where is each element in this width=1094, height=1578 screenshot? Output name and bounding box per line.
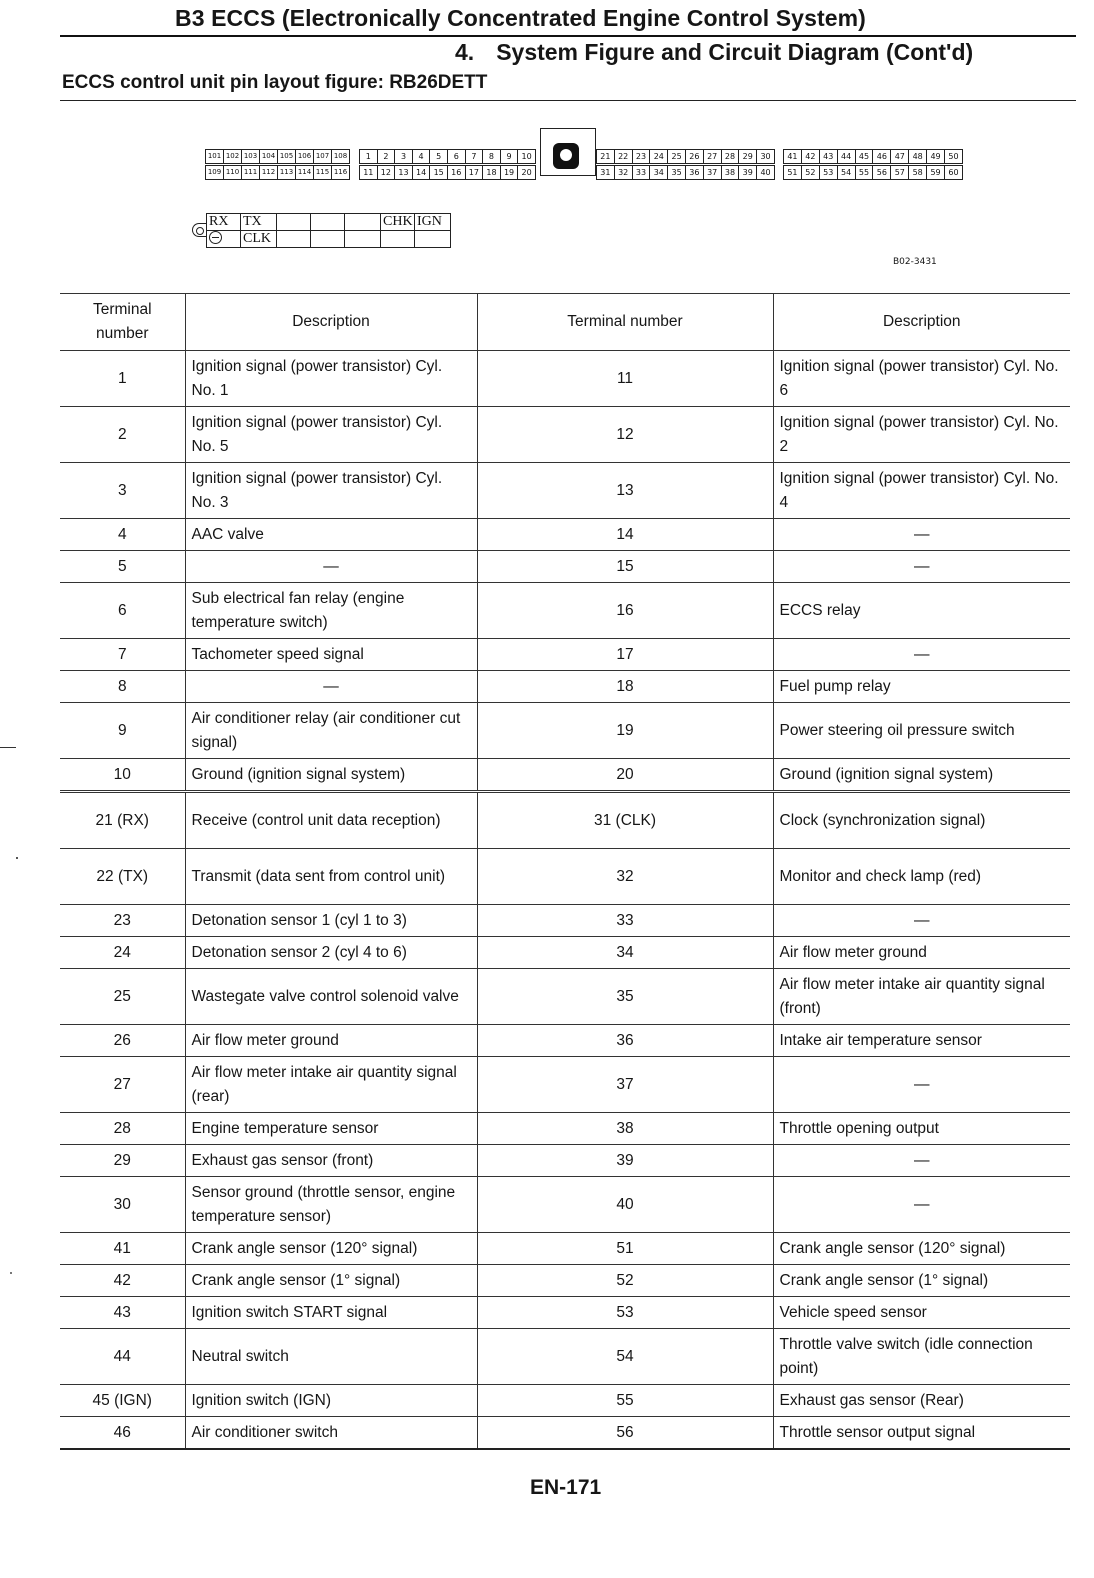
- table-row: [60, 1417, 1070, 1450]
- terminal-number: 24: [60, 937, 185, 969]
- terminal-number: 32: [477, 849, 773, 905]
- header-terminal: [60, 294, 185, 351]
- terminal-description: Ground (ignition signal system): [773, 759, 1070, 792]
- table-row: [60, 639, 1070, 671]
- terminal-number: 51: [477, 1233, 773, 1265]
- pin-36: 36: [685, 165, 704, 180]
- pin-46: 46: [872, 149, 891, 164]
- table-row: [60, 1177, 1070, 1233]
- pin-113: 113: [277, 165, 296, 180]
- terminal-number: 5: [60, 551, 185, 583]
- terminal-description: AAC valve: [185, 519, 477, 551]
- pin-43: 43: [819, 149, 838, 164]
- terminal-number: 26: [60, 1025, 185, 1057]
- pin-50: 50: [944, 149, 963, 164]
- header-terminal-label: Terminal number: [92, 301, 152, 342]
- terminal-number: 34: [477, 937, 773, 969]
- table-header-row: [60, 294, 1070, 351]
- terminal-description: Ignition switch (IGN): [185, 1385, 477, 1417]
- terminal-description: Ignition switch START signal: [185, 1297, 477, 1329]
- pin-35: 35: [667, 165, 686, 180]
- terminal-description: Crank angle sensor (1° signal): [773, 1265, 1070, 1297]
- terminal-number: 23: [60, 905, 185, 937]
- margin-mark: [0, 747, 16, 748]
- pin-row-11-20: [359, 165, 535, 180]
- terminal-description: Ground (ignition signal system): [185, 759, 477, 792]
- pin-34: 34: [649, 165, 668, 180]
- table-row: [60, 583, 1070, 639]
- pin-row-109-116: [205, 165, 349, 180]
- page-number: EN-171: [530, 1476, 602, 1499]
- terminal-description: Ignition signal (power transistor) Cyl. No. 3: [185, 463, 477, 519]
- pin-58: 58: [908, 165, 927, 180]
- pin-54: 54: [837, 165, 856, 180]
- pin-6: 6: [447, 149, 466, 164]
- terminal-description: Air flow meter ground: [185, 1025, 477, 1057]
- table-row: [60, 1329, 1070, 1385]
- pin-3: 3: [394, 149, 413, 164]
- pin-114: 114: [295, 165, 314, 180]
- table-row: [60, 351, 1070, 407]
- pin-107: 107: [313, 149, 332, 164]
- table-row: [60, 905, 1070, 937]
- table-row: [60, 1385, 1070, 1417]
- terminal-number: 9: [60, 703, 185, 759]
- terminal-description: Throttle opening output: [773, 1113, 1070, 1145]
- empty-pin: [276, 230, 311, 248]
- terminal-number: 16: [477, 583, 773, 639]
- table-row: [60, 407, 1070, 463]
- table-row: [60, 551, 1070, 583]
- table-row: [60, 1233, 1070, 1265]
- terminal-description: Vehicle speed sensor: [773, 1297, 1070, 1329]
- terminal-description: —: [773, 1057, 1070, 1113]
- pin-25: 25: [667, 149, 686, 164]
- terminal-number: 38: [477, 1113, 773, 1145]
- table-row: [60, 1297, 1070, 1329]
- pin-47: 47: [890, 149, 909, 164]
- terminal-number: 17: [477, 639, 773, 671]
- header-description-2: [773, 294, 1070, 351]
- pin-55: 55: [855, 165, 874, 180]
- pin-116: 116: [331, 165, 350, 180]
- terminal-number: 35: [477, 969, 773, 1025]
- margin-dot: [10, 1272, 12, 1274]
- table-row: [60, 969, 1070, 1025]
- pin-101: 101: [205, 149, 224, 164]
- check-connector-grid: [206, 213, 450, 247]
- terminal-description: Crank angle sensor (1° signal): [185, 1265, 477, 1297]
- pin-49: 49: [926, 149, 945, 164]
- terminal-number: 45 (IGN): [60, 1385, 185, 1417]
- table-row: [60, 519, 1070, 551]
- terminal-description: Exhaust gas sensor (Rear): [773, 1385, 1070, 1417]
- connector-latch-icon: [192, 223, 206, 237]
- pin-56: 56: [872, 165, 891, 180]
- pin-57: 57: [890, 165, 909, 180]
- pin-5: 5: [429, 149, 448, 164]
- empty-pin: [276, 213, 311, 231]
- pin-60: 60: [944, 165, 963, 180]
- terminal-description: Clock (synchronization signal): [773, 792, 1070, 849]
- section-title: System Figure and Circuit Diagram (Cont'd): [496, 39, 974, 65]
- terminal-number: 46: [60, 1417, 185, 1450]
- terminal-number: 8: [60, 671, 185, 703]
- header-terminal-2-label: Terminal number: [567, 313, 683, 330]
- pin-15: 15: [429, 165, 448, 180]
- terminal-number: 25: [60, 969, 185, 1025]
- table-row: [60, 849, 1070, 905]
- terminal-number: 14: [477, 519, 773, 551]
- terminal-description: Ignition signal (power transistor) Cyl. No. 1: [185, 351, 477, 407]
- header-terminal-2: [477, 294, 773, 351]
- terminal-description: —: [773, 1145, 1070, 1177]
- pin-39: 39: [738, 165, 757, 180]
- pin-16: 16: [447, 165, 466, 180]
- pin-10: 10: [517, 149, 536, 164]
- pin-59: 59: [926, 165, 945, 180]
- section-number: 4.: [455, 39, 475, 65]
- pin-33: 33: [632, 165, 651, 180]
- pin-108: 108: [331, 149, 350, 164]
- pin-109: 109: [205, 165, 224, 180]
- terminal-number: 1: [60, 351, 185, 407]
- terminal-description: Detonation sensor 1 (cyl 1 to 3): [185, 905, 477, 937]
- table-row: [60, 1265, 1070, 1297]
- terminal-number: 54: [477, 1329, 773, 1385]
- pin-23: 23: [632, 149, 651, 164]
- pin-17: 17: [465, 165, 484, 180]
- terminal-description: Power steering oil pressure switch: [773, 703, 1070, 759]
- pin-102: 102: [223, 149, 242, 164]
- terminal-description: ECCS relay: [773, 583, 1070, 639]
- ground-pin: [206, 230, 241, 248]
- table-row: [60, 671, 1070, 703]
- pin-111: 111: [241, 165, 260, 180]
- terminal-description: —: [773, 905, 1070, 937]
- table-row: [60, 792, 1070, 849]
- pin-4: 4: [412, 149, 431, 164]
- terminal-description: Wastegate valve control solenoid valve: [185, 969, 477, 1025]
- pin-21: 21: [596, 149, 615, 164]
- terminal-description: Throttle valve switch (idle connection point): [773, 1329, 1070, 1385]
- terminal-number: 36: [477, 1025, 773, 1057]
- section-heading: [455, 39, 1065, 66]
- terminal-description: Throttle sensor output signal: [773, 1417, 1070, 1450]
- pin-110: 110: [223, 165, 242, 180]
- pin-52: 52: [801, 165, 820, 180]
- terminal-number: 19: [477, 703, 773, 759]
- terminal-number: 18: [477, 671, 773, 703]
- table-row: [60, 1145, 1070, 1177]
- pin-41: 41: [783, 149, 802, 164]
- terminal-description: Detonation sensor 2 (cyl 4 to 6): [185, 937, 477, 969]
- terminal-description: Engine temperature sensor: [185, 1113, 477, 1145]
- table-row: [60, 1113, 1070, 1145]
- pin-112: 112: [259, 165, 278, 180]
- pin-32: 32: [614, 165, 633, 180]
- terminal-description: Air flow meter intake air quantity signal (front): [773, 969, 1070, 1025]
- terminal-number: 4: [60, 519, 185, 551]
- pin-8: 8: [482, 149, 501, 164]
- table-row: [60, 1057, 1070, 1113]
- header-description-2-label: Description: [882, 313, 961, 330]
- pin-row-31-40: [596, 165, 774, 180]
- figure-subtitle: ECCS control unit pin layout figure: RB26DETT: [62, 72, 488, 93]
- table-row: [60, 937, 1070, 969]
- pin-51: 51: [783, 165, 802, 180]
- pin-22: 22: [614, 149, 633, 164]
- pin-106: 106: [295, 149, 314, 164]
- pin-row-41-50: [783, 149, 962, 164]
- pin-28: 28: [721, 149, 740, 164]
- pin-13: 13: [394, 165, 413, 180]
- terminal-number: 43: [60, 1297, 185, 1329]
- pin-42: 42: [801, 149, 820, 164]
- terminal-number: 30: [60, 1177, 185, 1233]
- terminal-number: 7: [60, 639, 185, 671]
- terminal-number: 27: [60, 1057, 185, 1113]
- pin-29: 29: [738, 149, 757, 164]
- terminal-description: Air flow meter ground: [773, 937, 1070, 969]
- rx-pin: RX: [206, 213, 241, 231]
- terminal-number: 6: [60, 583, 185, 639]
- terminal-description: Crank angle sensor (120° signal): [185, 1233, 477, 1265]
- terminal-description: —: [773, 551, 1070, 583]
- pin-2: 2: [377, 149, 396, 164]
- terminal-description: Sub electrical fan relay (engine temperature switch): [185, 583, 477, 639]
- terminal-number: 3: [60, 463, 185, 519]
- terminal-number: 22 (TX): [60, 849, 185, 905]
- table-row: [60, 463, 1070, 519]
- terminal-number: 33: [477, 905, 773, 937]
- pin-30: 30: [756, 149, 775, 164]
- terminal-description: —: [773, 639, 1070, 671]
- terminal-description: Air conditioner relay (air conditioner cut signal): [185, 703, 477, 759]
- terminal-number: 11: [477, 351, 773, 407]
- terminal-number: 44: [60, 1329, 185, 1385]
- pin-26: 26: [685, 149, 704, 164]
- terminal-number: 53: [477, 1297, 773, 1329]
- pin-31: 31: [596, 165, 615, 180]
- pin-9: 9: [500, 149, 519, 164]
- pin-row-21-30: [596, 149, 774, 164]
- terminal-number: 56: [477, 1417, 773, 1450]
- terminal-description: Intake air temperature sensor: [773, 1025, 1070, 1057]
- pin-row-1-10: [359, 149, 535, 164]
- terminal-number: 39: [477, 1145, 773, 1177]
- terminal-description: —: [773, 1177, 1070, 1233]
- terminal-number: 28: [60, 1113, 185, 1145]
- page-title: B3 ECCS (Electronically Concentrated Engine Control System): [175, 5, 866, 31]
- pin-44: 44: [837, 149, 856, 164]
- table-row: [60, 703, 1070, 759]
- terminal-number: 55: [477, 1385, 773, 1417]
- terminal-number: 10: [60, 759, 185, 792]
- terminal-description: Monitor and check lamp (red): [773, 849, 1070, 905]
- header-description: [185, 294, 477, 351]
- pin-48: 48: [908, 149, 927, 164]
- pin-38: 38: [721, 165, 740, 180]
- pin-12: 12: [377, 165, 396, 180]
- terminal-description: Air flow meter intake air quantity signal (rear): [185, 1057, 477, 1113]
- pin-103: 103: [241, 149, 260, 164]
- terminal-description: Sensor ground (throttle sensor, engine temperature sensor): [185, 1177, 477, 1233]
- terminal-description: Ignition signal (power transistor) Cyl. No. 4: [773, 463, 1070, 519]
- empty-pin: [310, 230, 345, 248]
- connector-key-icon: [553, 143, 579, 169]
- terminal-description: Air conditioner switch: [185, 1417, 477, 1450]
- terminal-description: Ignition signal (power transistor) Cyl. No. 2: [773, 407, 1070, 463]
- pin-53: 53: [819, 165, 838, 180]
- pin-104: 104: [259, 149, 278, 164]
- terminal-description: Neutral switch: [185, 1329, 477, 1385]
- empty-pin: [310, 213, 345, 231]
- pin-27: 27: [703, 149, 722, 164]
- terminal-number: 40: [477, 1177, 773, 1233]
- terminal-number: 2: [60, 407, 185, 463]
- terminal-number: 21 (RX): [60, 792, 185, 849]
- empty-pin: [344, 230, 381, 248]
- connector-key: [540, 128, 596, 176]
- figure-code: B02-3431: [893, 257, 937, 267]
- terminal-description: Fuel pump relay: [773, 671, 1070, 703]
- pin-105: 105: [277, 149, 296, 164]
- chk-pin: CHK: [380, 213, 415, 231]
- pin-24: 24: [649, 149, 668, 164]
- pin-row-51-60: [783, 165, 962, 180]
- terminal-description: Receive (control unit data reception): [185, 792, 477, 849]
- empty-pin: [344, 213, 381, 231]
- subtitle-rule: [60, 100, 1076, 101]
- empty-pin: [414, 230, 451, 248]
- terminal-description: —: [185, 551, 477, 583]
- pin-18: 18: [482, 165, 501, 180]
- ground-minus-icon: [209, 231, 222, 244]
- margin-dot: [16, 857, 18, 859]
- terminal-description: Tachometer speed signal: [185, 639, 477, 671]
- pin-11: 11: [359, 165, 378, 180]
- terminal-number: 29: [60, 1145, 185, 1177]
- ign-pin: IGN: [414, 213, 451, 231]
- pin-1: 1: [359, 149, 378, 164]
- terminal-number: 20: [477, 759, 773, 792]
- terminal-number: 52: [477, 1265, 773, 1297]
- terminal-number: 42: [60, 1265, 185, 1297]
- table-row: [60, 759, 1070, 792]
- terminal-description: Ignition signal (power transistor) Cyl. No. 5: [185, 407, 477, 463]
- table-row: [60, 1025, 1070, 1057]
- terminal-number: 31 (CLK): [477, 792, 773, 849]
- terminal-number: 12: [477, 407, 773, 463]
- terminal-number: 13: [477, 463, 773, 519]
- terminal-table: [60, 293, 1070, 1450]
- pin-row-101-108: [205, 149, 349, 164]
- pin-37: 37: [703, 165, 722, 180]
- header-description-label: Description: [292, 313, 370, 330]
- pin-20: 20: [517, 165, 536, 180]
- terminal-number: 15: [477, 551, 773, 583]
- terminal-description: Exhaust gas sensor (front): [185, 1145, 477, 1177]
- terminal-description: —: [773, 519, 1070, 551]
- pin-45: 45: [855, 149, 874, 164]
- pin-115: 115: [313, 165, 332, 180]
- terminal-description: Crank angle sensor (120° signal): [773, 1233, 1070, 1265]
- title-rule: [60, 35, 1076, 37]
- terminal-description: Transmit (data sent from control unit): [185, 849, 477, 905]
- pin-7: 7: [465, 149, 484, 164]
- tx-pin: TX: [240, 213, 277, 231]
- clk-pin: CLK: [240, 230, 277, 248]
- terminal-description: Ignition signal (power transistor) Cyl. No. 6: [773, 351, 1070, 407]
- empty-pin: [380, 230, 415, 248]
- terminal-number: 37: [477, 1057, 773, 1113]
- terminal-number: 41: [60, 1233, 185, 1265]
- ecu-connector-figure: [205, 128, 967, 184]
- pin-14: 14: [412, 165, 431, 180]
- terminal-description: —: [185, 671, 477, 703]
- pin-19: 19: [500, 165, 519, 180]
- pin-40: 40: [756, 165, 775, 180]
